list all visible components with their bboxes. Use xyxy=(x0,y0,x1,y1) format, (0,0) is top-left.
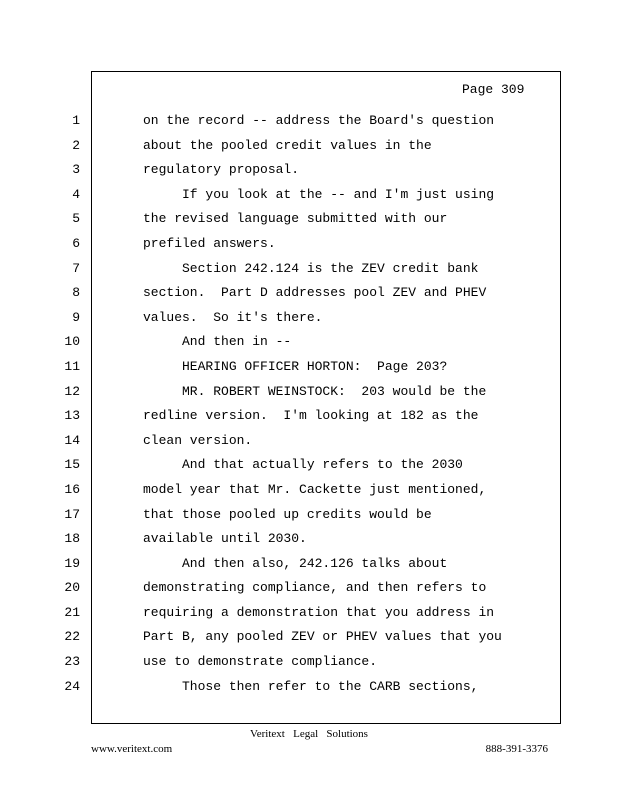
line-number: 11 xyxy=(64,358,80,374)
transcript-line: values. So it's there. xyxy=(143,309,323,325)
transcript-line: redline version. I'm looking at 182 as the xyxy=(143,408,479,424)
line-number: 24 xyxy=(64,678,80,694)
line-number: 22 xyxy=(64,629,80,645)
line-number: 2 xyxy=(72,137,80,153)
line-number: 16 xyxy=(64,481,80,497)
transcript-line: If you look at the -- and I'm just using xyxy=(143,186,495,202)
line-number: 21 xyxy=(64,604,80,620)
footer-company-name: Veritext Legal Solutions xyxy=(250,728,368,740)
line-number-column xyxy=(58,112,80,702)
line-number: 1 xyxy=(72,113,80,128)
line-number: 5 xyxy=(72,211,80,227)
line-number: 3 xyxy=(72,162,80,178)
line-number: 20 xyxy=(64,580,80,596)
transcript-line: clean version. xyxy=(143,432,253,448)
transcript-line: available until 2030. xyxy=(143,531,307,547)
transcript-line: Those then refer to the CARB sections, xyxy=(143,678,479,694)
line-number: 12 xyxy=(64,383,80,399)
line-number: 7 xyxy=(72,260,80,276)
transcript-text xyxy=(143,112,543,702)
footer-website: www.veritext.com xyxy=(91,743,173,755)
transcript-line: And then also, 242.126 talks about xyxy=(143,555,448,571)
line-number: 13 xyxy=(64,408,80,424)
transcript-line: HEARING OFFICER HORTON: Page 203? xyxy=(143,358,448,374)
transcript-line: the revised language submitted with our xyxy=(143,211,448,227)
line-number: 9 xyxy=(72,309,80,325)
transcript-line: Part B, any pooled ZEV or PHEV values that you xyxy=(143,629,502,645)
line-number: 6 xyxy=(72,235,80,251)
line-number: 15 xyxy=(64,457,80,473)
transcript-line: prefiled answers. xyxy=(143,235,276,251)
transcript-line: And that actually refers to the 2030 xyxy=(143,457,463,473)
line-number: 10 xyxy=(64,334,80,350)
page-number: Page 309 xyxy=(462,82,525,97)
line-number: 4 xyxy=(72,186,80,202)
line-number: 19 xyxy=(64,555,80,571)
transcript-line: that those pooled up credits would be xyxy=(143,506,432,522)
line-number: 8 xyxy=(72,285,80,301)
transcript-line: MR. ROBERT WEINSTOCK: 203 would be the xyxy=(143,383,487,399)
transcript-line: Section 242.124 is the ZEV credit bank xyxy=(143,260,479,276)
transcript-line: on the record -- address the Board's question xyxy=(143,113,495,128)
transcript-line: model year that Mr. Cackette just mentioned, xyxy=(143,481,487,497)
transcript-line: requiring a demonstration that you address in xyxy=(143,604,495,620)
transcript-line: about the pooled credit values in the xyxy=(143,137,432,153)
line-number: 18 xyxy=(64,531,80,547)
footer-phone: 888-391-3376 xyxy=(485,743,548,755)
transcript-line: demonstrating compliance, and then refers to xyxy=(143,580,487,596)
line-number: 23 xyxy=(64,654,80,670)
transcript-line: And then in -- xyxy=(143,334,292,350)
transcript-line: regulatory proposal. xyxy=(143,162,300,178)
line-number: 14 xyxy=(64,432,80,448)
line-number: 17 xyxy=(64,506,80,522)
transcript-line: section. Part D addresses pool ZEV and PHEV xyxy=(143,285,487,301)
transcript-line: use to demonstrate compliance. xyxy=(143,654,378,670)
